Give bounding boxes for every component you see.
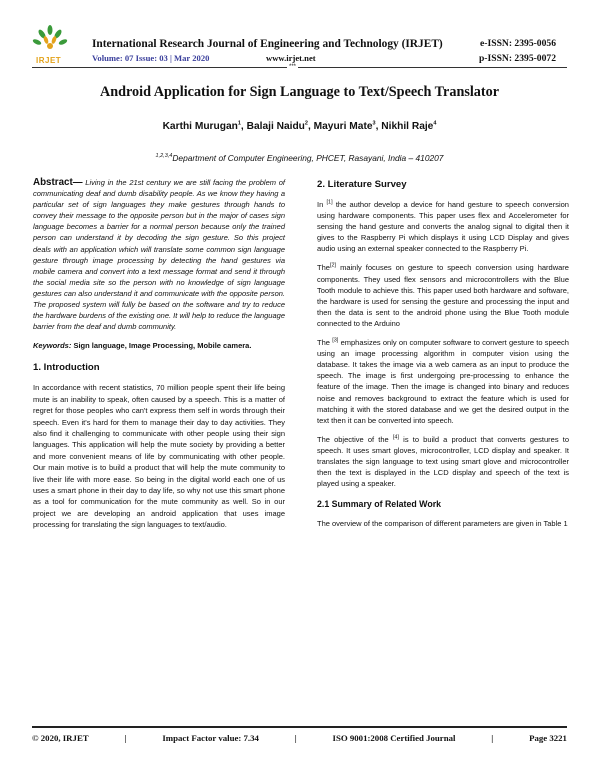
abstract-label: Abstract— (33, 177, 83, 188)
footer-separator: | (124, 733, 127, 743)
survey-paragraph-1: In [1] the author develop a device for hand gesture to speech conversion using hardware components. This paper uses flex and Accelerometer for sensing the hand gesture and converts the analog signal to digital then it gives to the Raspberry Pi which displays it using LCD Display and gives audio using an external speaker connected to the Raspberry Pi. (317, 199, 569, 254)
author-name: Nikhil Raje (381, 121, 434, 132)
header-rule (32, 67, 567, 68)
survey-paragraph-3: The [3] emphasizes only on computer software to convert gesture to speech using an image processing algorithm in computer vision using the database. It takes the image via a web camera as an input to produce the speech. The image is first undergoing pre-processing to enhance the feature of the image. Then the image is changed into binary and reduces noise and removes background to extract the feature which is used for matching it with the stored database and we get the desired output in the text then it can be converted into speech. (317, 337, 569, 425)
footer-separator: | (294, 733, 297, 743)
survey-paragraph-2: The[2] mainly focuses on gesture to speech conversion using hardware components. They used flex sensors and microcontrollers with the Blue Tooth module to achieve this. This paper used both hardware and software, the hardware is used for sensing the gesture and processing the input and then the data is sent to the android phone using the Blue Tooth module connected to the Arduino (317, 262, 569, 328)
footer-copyright: © 2020, IRJET (32, 733, 89, 743)
right-column (317, 177, 569, 529)
left-column (33, 177, 285, 531)
intro-paragraph: In accordance with recent statistics, 70 million people spent their life being mute is an inability to speak, often caused by a speech. This is a matter of regret for those peoples who can't express them self in words through their speech. Even it's hard for them to manage their day to day activities. They also find it challenging to communicate with other people using their sign languages. This application will help the mute society by providing a better and more convenient means of life by communicating with other people. Our main motive is to build a product that will help the mute community to live their life with more ease. So being in the digital world each one of us uses a smart phone in their day to day life, so why not use this smart phone as a tool for communication for the mute community as well. So in our project we are developing an android application that uses image processing for translating the sign languages to text/audio. (33, 383, 285, 530)
header-separator: *** (289, 64, 297, 70)
author-name: Karthi Murugan (162, 121, 238, 132)
survey-paragraph-4: The objective of the [4] is to build a product that converts gestures to speech. It uses smart gloves, microcontroller, LCD display and speaker. It translates the sign language to text using smart glove and microcontroller then the text is displayed in the LCD display and speech of the text is played using a speaker. (317, 434, 570, 489)
paper-title: Android Application for Sign Language to Text/Speech Translator (99, 84, 500, 100)
summary-heading: 2.1 Summary of Related Work (317, 499, 442, 510)
abstract (33, 177, 285, 332)
survey-heading: 2. Literature Survey (317, 179, 407, 190)
keywords (33, 340, 285, 351)
logo-text: IRJET (36, 56, 62, 65)
journal-website[interactable]: www.irjet.net (266, 53, 316, 63)
keywords-text: Sign language, Image Processing, Mobile camera. (73, 341, 252, 351)
pissn: p-ISSN: 2395-0072 (478, 53, 556, 64)
intro-heading: 1. Introduction (33, 362, 100, 374)
footer-separator: | (491, 733, 494, 743)
footer-impact-factor: Impact Factor value: 7.34 (162, 733, 259, 743)
abstract-text: Living in the 21st century we are still facing the problem of communicating deaf and dumb disability people. As we know they having a particular set of sign languages they make gestures through hands to convey their message to the opposite person but in the major of cases sign language becomes a barrier for a normal person because only the trained person can understand it by decoding the sign gesture. So this project deals with an application which will translate some common sign language gesture through image processing by detecting the hand gestures via mobile camera and convert into a text message format and send it through the social media site so the person with no knowledge of sign language gestures can also understand it and communicate with the opposite person. The proposed system will fully be based on the software and try to reduce the hardware burdens of the existing one. It will help to reduce the language barrier from the deaf and dumb community. (33, 178, 285, 332)
author-list: Karthi Murugan$^1$, Balaji Naidu$^2$, Mayuri Mate$^3$, Nikhil Raje$^4$ (162, 120, 437, 132)
eissn: e-ISSN: 2395-0056 (480, 38, 556, 49)
footer-iso: ISO 9001:2008 Certified Journal (332, 733, 456, 743)
journal-title: International Research Journal of Engineering and Technology (IRJET) (92, 38, 443, 50)
footer-rule (32, 726, 567, 728)
footer-page-number: Page 3221 (529, 733, 567, 743)
volume-issue: Volume: 07 Issue: 03 | Mar 2020 (92, 53, 210, 63)
affiliation: $^{1,2,3,4}$Department of Computer Engineering, PHCET, Rasayani, India – 410207 (155, 153, 444, 163)
author-name: Mayuri Mate (313, 121, 373, 132)
author-name: Balaji Naidu (246, 121, 305, 132)
keywords-label: Keywords: (33, 341, 72, 351)
journal-header (0, 0, 600, 66)
summary-paragraph: The overview of the comparison of different parameters are given in Table 1 (317, 519, 568, 529)
page-footer (32, 733, 567, 743)
